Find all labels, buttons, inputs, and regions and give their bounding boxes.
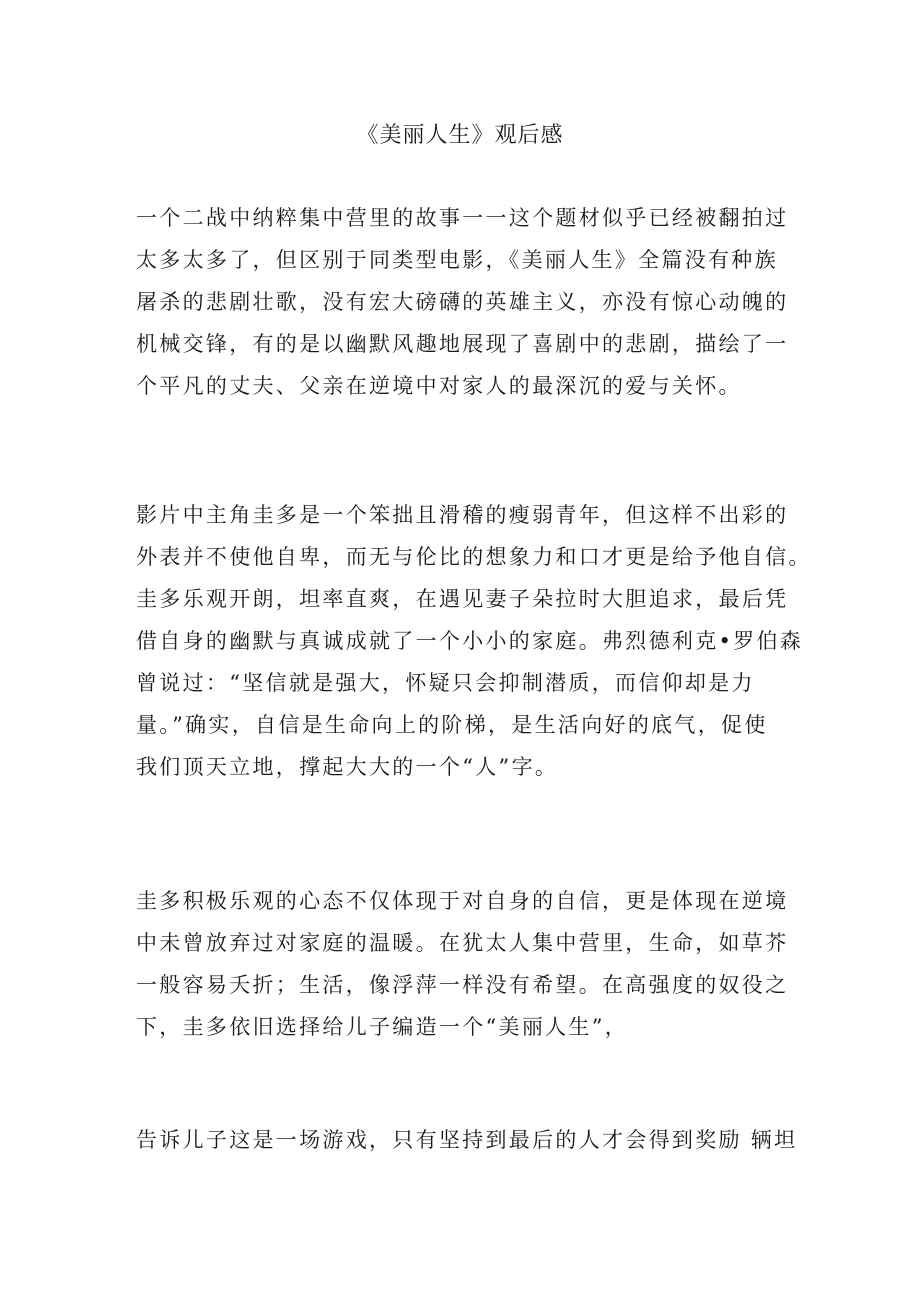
paragraph-line: 圭多乐观开朗，坦率直爽，在遇见妻子朵拉时大胆追求，最后凭 — [136, 587, 789, 611]
paragraph-line: 量。”确实，自信是生命向上的阶梯，是生活向好的底气，促使 — [136, 713, 768, 737]
paragraph-line: 外表并不使他自卑，而无与伦比的想象力和口才更是给予他自信。 — [136, 545, 812, 569]
paragraph-line: 一个二战中纳粹集中营里的故事一一这个题材似乎已经被翻拍过 — [136, 206, 789, 230]
paragraph-line: 影片中主角圭多是一个笨拙且滑稽的瘦弱青年，但这样不出彩的 — [136, 503, 789, 527]
paragraph-line: 圭多积极乐观的心态不仅体现于对自身的自信，更是体现在逆境 — [136, 889, 789, 913]
paragraph-4 — [136, 1119, 808, 1161]
paragraph-line: 一般容易夭折；生活，像浮萍一样没有希望。在高强度的奴役之 — [136, 973, 789, 997]
paragraph-line: 中未曾放弃过对家庭的温暖。在犹太人集中营里，生命，如草芥 — [136, 931, 789, 955]
paragraph-3 — [136, 880, 808, 1048]
paragraph-line: 下，圭多依旧选择给儿子编造一个“美丽人生”， — [136, 1015, 629, 1039]
paragraph-line: 机械交锋，有的是以幽默风趣地展现了喜剧中的悲剧，描绘了一 — [136, 332, 789, 356]
paragraph-line: 个平凡的丈夫、父亲在逆境中对家人的最深沉的爱与关怀。 — [136, 374, 742, 398]
paragraph-2 — [136, 494, 812, 788]
paragraph-line: 我们顶天立地，撑起大大的一个“人”字。 — [136, 755, 559, 779]
paragraph-line: 太多太多了，但区别于同类型电影，《美丽人生》全篇没有种族 — [136, 248, 778, 272]
document-title: 《美丽人生》观后感 — [356, 123, 564, 148]
paragraph-line: 曾说过：“坚信就是强大，怀疑只会抑制潜质，而信仰却是力 — [136, 671, 755, 695]
paragraph-line: 屠杀的悲剧壮歌，没有宏大磅礴的英雄主义，亦没有惊心动魄的 — [136, 290, 789, 314]
paragraph-line: 告诉儿子这是一场游戏，只有坚持到最后的人才会得到奖励 辆坦 — [136, 1128, 798, 1152]
paragraph-1 — [136, 197, 808, 407]
paragraph-line: 借自身的幽默与真诚成就了一个小小的家庭。弗烈德利克•罗伯森 — [136, 629, 804, 653]
